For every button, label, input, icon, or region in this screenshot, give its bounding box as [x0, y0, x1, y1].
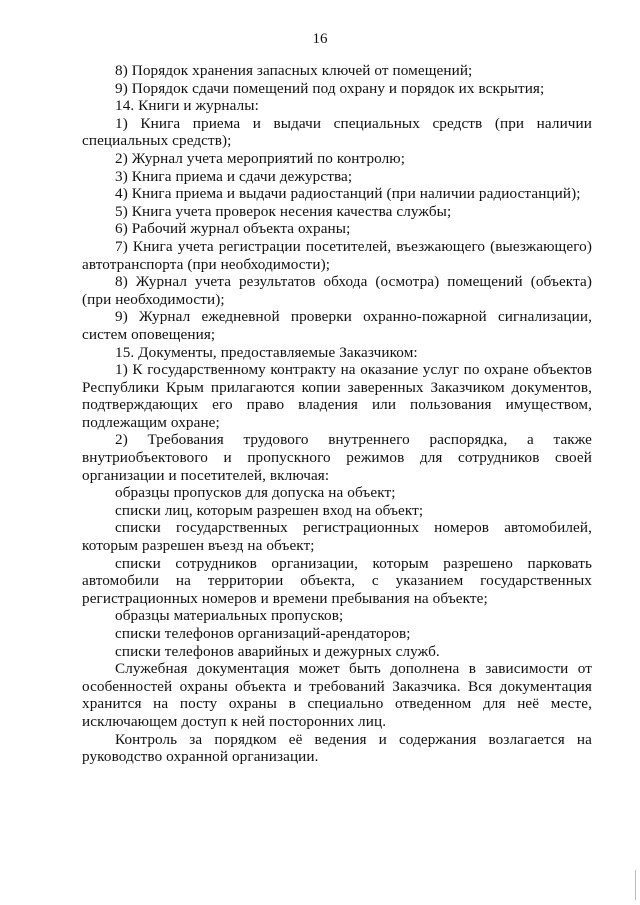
section-heading-customer-documents: 15. Документы, предоставляемые Заказчиком:	[115, 343, 418, 361]
paragraph-handover-order: 9) Порядок сдачи помещений под охрану и порядок их вскрытия;	[115, 79, 545, 97]
paragraph-contract-copies: 1) К государственному контракту на оказание услуг по охране объектов Республики Крым прилагаются копии заверенных Заказчиком документов, подтверждающих его право владения или пользования имуществом, подлежащим охране;	[82, 361, 592, 431]
list-item-material-passes: образцы материальных пропусков;	[115, 607, 344, 625]
scan-edge-mark	[635, 870, 636, 900]
paragraph-documentation-storage: Служебная документация может быть дополнена в зависимости от особенностей охраны объекта и требований Заказчика. Вся документация хранится на посту охраны в специально отведенном для неё месте, исключающем доступ к ней посторонних лиц.	[82, 660, 592, 730]
paragraph-inspection-journal: 8) Журнал учета результатов обхода (осмотра) помещений (объекта) (при необходимости);	[82, 273, 592, 308]
list-item-pass-samples: образцы пропусков для допуска на объект;	[115, 484, 396, 502]
paragraph-alarm-journal: 9) Журнал ежедневной проверки охранно-пожарной сигнализации, систем оповещения;	[82, 308, 592, 343]
paragraph-control-responsibility: Контроль за порядком её ведения и содержания возлагается на руководство охранной организации.	[82, 730, 592, 766]
paragraph-service-checks-book: 5) Книга учета проверок несения качества службы;	[115, 202, 452, 220]
section-heading-books-journals: 14. Книги и журналы:	[115, 97, 259, 115]
paragraph-storage-keys: 8) Порядок хранения запасных ключей от помещений;	[115, 62, 473, 79]
document-body	[82, 62, 592, 766]
paragraph-special-means-book: 1) Книга приема и выдачи специальных средств (при наличии специальных средств);	[82, 114, 592, 150]
list-item-entry-persons: списки лиц, которым разрешен вход на объект;	[115, 501, 424, 519]
paragraph-regime-requirements: 2) Требования трудового внутреннего распорядка, а также внутриобъектового и пропускного режимов для сотрудников своей организации и посетителей, включая:	[82, 431, 592, 484]
paragraph-visitors-book: 7) Книга учета регистрации посетителей, въезжающего (выезжающего) автотранспорта (при необходимости);	[82, 237, 592, 273]
page-number: 16	[312, 31, 328, 47]
paragraph-radio-book: 4) Книга приема и выдачи радиостанций (при наличии радиостанций);	[115, 185, 581, 203]
paragraph-work-journal: 6) Рабочий журнал объекта охраны;	[115, 220, 351, 238]
list-item-tenant-phones: списки телефонов организаций-арендаторов;	[115, 625, 411, 642]
paragraph-control-journal: 2) Журнал учета мероприятий по контролю;	[115, 149, 406, 167]
list-item-vehicle-numbers: списки государственных регистрационных номеров автомобилей, которым разрешен въезд на объект;	[82, 519, 592, 555]
paragraph-duty-book: 3) Книга приема и сдачи дежурства;	[115, 167, 353, 185]
list-item-parking-staff: списки сотрудников организации, которым разрешено парковать автомобили на территории объекта, с указанием государственных регистрационных номеров и времени пребывания на объекте;	[82, 554, 592, 607]
list-item-emergency-phones: списки телефонов аварийных и дежурных служб.	[115, 642, 440, 660]
